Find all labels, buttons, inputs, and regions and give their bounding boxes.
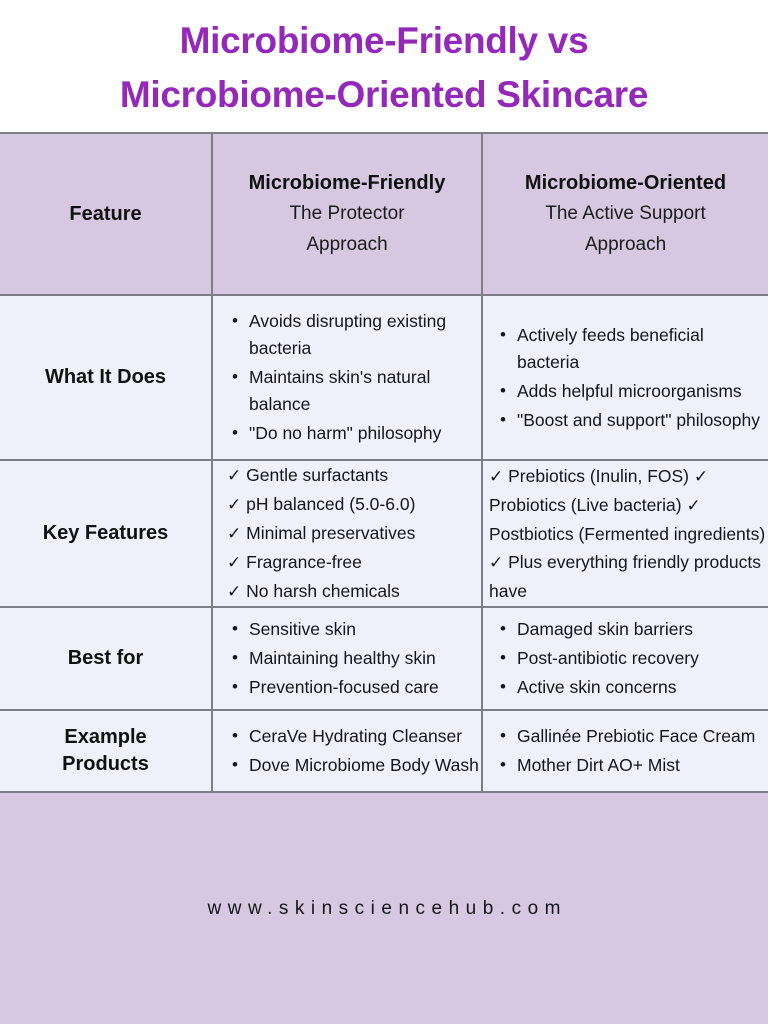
list-item [227, 461, 481, 490]
cell-best-for-friendly [212, 607, 482, 710]
bullet-list [213, 616, 481, 701]
list-item: • Avoids disrupting existing bacteria [247, 308, 481, 362]
bullet-list [213, 308, 481, 447]
cell-key-features-oriented [482, 460, 768, 607]
bullet-list [213, 723, 481, 779]
list-item: • Dove Microbiome Body Wash [247, 752, 481, 779]
list-item-label: Minimal preservatives [246, 523, 416, 543]
footer-website-url: www.skinsciencehub.com [207, 897, 567, 919]
list-item [489, 466, 689, 486]
list-item-label: Fragrance-free [246, 552, 362, 572]
check-icon: ✓ [227, 524, 242, 543]
cell-key-features-friendly [212, 460, 482, 607]
list-item: • Mother Dirt AO+ Mist [515, 752, 768, 779]
row-label-what-it-does: What It Does [0, 295, 212, 460]
row-label-line-2: Products [62, 753, 149, 775]
row-label-line-1: Example [64, 726, 147, 748]
page-title [0, 0, 768, 132]
table-row [0, 607, 768, 710]
list-item-label: Postbiotics (Fermented ingredients) [489, 524, 766, 544]
list-item: • CeraVe Hydrating Cleanser [247, 723, 481, 750]
column-header-friendly-subtitle-line-1: The Protector [289, 203, 405, 224]
column-header-microbiome-oriented [482, 133, 768, 295]
list-item [227, 519, 481, 548]
cell-example-products-friendly [212, 710, 482, 792]
row-label-best-for: Best for [0, 607, 212, 710]
check-icon: ✓ [693, 467, 709, 486]
column-header-microbiome-friendly [212, 133, 482, 295]
table-row [0, 460, 768, 607]
list-item: • Post-antibiotic recovery [515, 645, 768, 672]
list-item: • "Do no harm" philosophy [247, 420, 481, 447]
list-item-label: Prebiotics (Inulin, FOS) [508, 466, 690, 486]
list-item: • "Boost and support" philosophy [515, 407, 768, 434]
list-item: • Active skin concerns [515, 674, 768, 701]
check-list [213, 461, 481, 606]
list-item-label: Probiotics (Live bacteria) [489, 495, 682, 515]
check-icon: ✓ [227, 466, 242, 485]
cell-what-it-does-friendly [212, 295, 482, 460]
list-item [227, 490, 481, 519]
list-item: • Actively feeds beneficial bacteria [515, 322, 768, 376]
check-icon: ✓ [227, 553, 242, 572]
table-row [0, 295, 768, 460]
list-item-label: No harsh chemicals [246, 581, 400, 601]
column-header-feature [0, 133, 212, 295]
check-icon: ✓ [227, 495, 242, 514]
row-label-example-products [0, 710, 212, 792]
check-icon: ✓ [227, 582, 242, 601]
list-item [227, 548, 481, 577]
list-item: • Sensitive skin [247, 616, 481, 643]
list-item: • Gallinée Prebiotic Face Cream [515, 723, 768, 750]
page-title-line-2: Microbiome-Oriented Skincare [119, 74, 649, 115]
column-header-friendly-subtitle-line-2: Approach [306, 234, 388, 255]
list-item [489, 552, 761, 601]
bullet-list [483, 723, 768, 779]
page-title-line-1: Microbiome-Friendly vs [179, 20, 589, 61]
list-item: • Prevention-focused care [247, 674, 481, 701]
comparison-table [0, 132, 768, 793]
column-header-feature-label: Feature [69, 203, 142, 225]
column-header-oriented-subtitle-line-2: Approach [584, 234, 667, 255]
list-item: • Maintains skin's natural balance [247, 364, 481, 418]
table-header-row [0, 133, 768, 295]
column-header-friendly-title: Microbiome-Friendly [248, 172, 446, 194]
list-item: • Damaged skin barriers [515, 616, 768, 643]
cell-example-products-oriented [482, 710, 768, 792]
check-icon: ✓ [489, 553, 504, 572]
cell-what-it-does-oriented [482, 295, 768, 460]
list-item-label: Gentle surfactants [246, 465, 389, 485]
cell-best-for-oriented [482, 607, 768, 710]
footer-band [0, 793, 768, 1024]
column-header-oriented-subtitle-line-1: The Active Support [545, 203, 706, 224]
check-icon: ✓ [686, 496, 701, 515]
check-icon: ✓ [489, 467, 504, 486]
list-item: • Maintaining healthy skin [247, 645, 481, 672]
table-row [0, 710, 768, 792]
list-item: • Adds helpful microorganisms [515, 378, 768, 405]
list-item-label: pH balanced (5.0-6.0) [246, 494, 416, 514]
list-item-label: Plus everything friendly products have [489, 552, 762, 601]
check-list [483, 462, 768, 605]
column-header-oriented-title: Microbiome-Oriented [524, 172, 727, 194]
bullet-list [483, 322, 768, 434]
list-item [227, 577, 481, 606]
row-label-key-features: Key Features [0, 460, 212, 607]
bullet-list [483, 616, 768, 701]
